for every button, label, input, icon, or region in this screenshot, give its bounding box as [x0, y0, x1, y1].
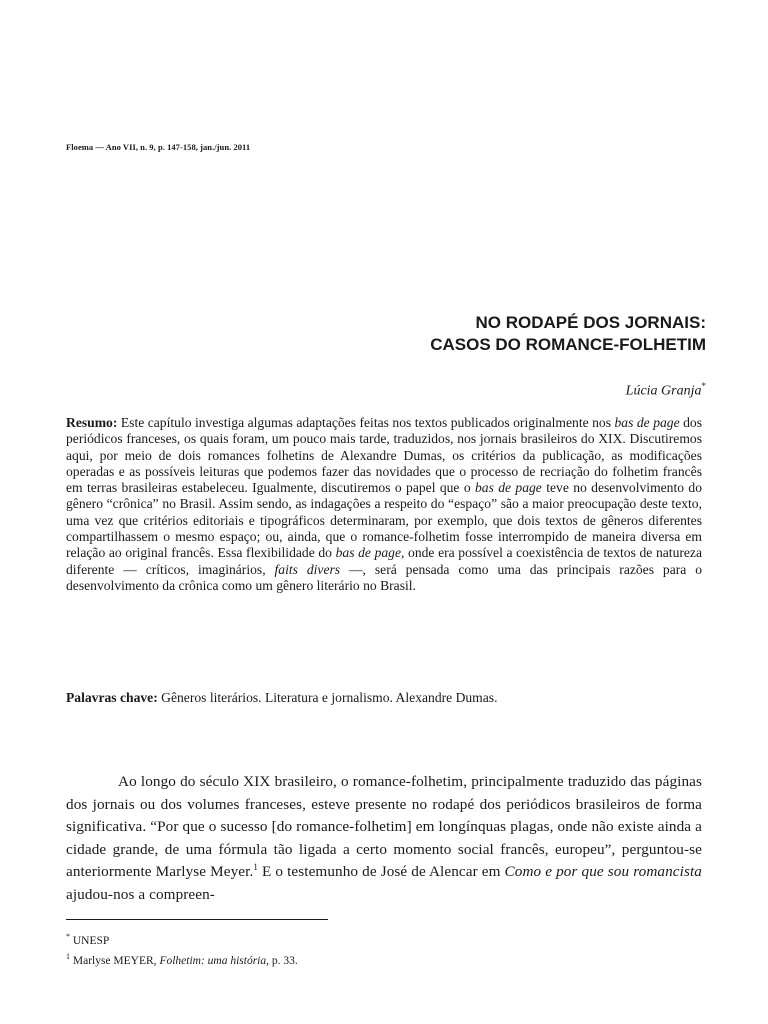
abstract-text-3: teve no desenvolvimento do gênero “crônica” no Brasil. Assim sendo, as indagações a respeito do “espaço” são a maior preocupação deste texto, uma vez que critérios editoriais e tipográficos determinaram, por exemplo, que dois textos de gêneros diferentes compartilhassem o mesmo espaço; ou, ainda, que o romance-folhetim fosse interrompido de maneira diversa em relação ao original francês. Essa flexibilidade do — [66, 480, 703, 561]
footnote-text: Marlyse MEYER, — [70, 954, 160, 967]
abstract-emphasis-3: bas de page — [335, 545, 401, 561]
footnote-divider — [66, 919, 328, 920]
keywords-label: Palavras chave: — [66, 690, 158, 705]
author-footnote-marker: * — [701, 381, 706, 391]
footnote-marker: * — [66, 932, 70, 941]
footnote-text: UNESP — [70, 934, 110, 947]
footnote-item — [66, 949, 298, 969]
abstract-text-4: , onde era possível a coexistência de textos de natureza diferente — críticos, imaginários, — [66, 545, 702, 577]
abstract-text-5: —, será pensada como uma das principais razões para o desenvolvimento da crônica como um gênero literário no Brasil. — [66, 561, 702, 593]
abstract — [66, 415, 702, 594]
keywords — [66, 690, 702, 706]
footnote-emphasis: Folhetim: uma história — [159, 954, 267, 967]
body-text-2: E o testemunho de José de Alencar em — [257, 863, 505, 881]
abstract-label: Resumo: — [66, 415, 118, 430]
journal-header: Floema — Ano VII, n. 9, p. 147-158, jan./jun. 2011 — [66, 142, 251, 152]
footnote-item — [66, 929, 298, 949]
keywords-text: Gêneros literários. Literatura e jornalismo. Alexandre Dumas. — [157, 690, 498, 705]
title-line-1: NO RODAPÉ DOS JORNAIS: — [475, 313, 706, 332]
footnote-ref-1[interactable]: 1 — [253, 862, 258, 873]
author-name — [626, 381, 706, 400]
body-text-1: Ao longo do século XIX brasileiro, o romance-folhetim, principalmente traduzido das páginas dos jornais ou dos volumes franceses, esteve presente no rodapé dos periódicos brasileiros de forma significativa. “Por que o sucesso [do romance-folhetim] em longínquas plagas, onde não existe ainda a cidade grande, de uma fórmula tão ligada a certo momento social francês, europeu”, perguntou-se anteriormente Marlyse Meyer. — [66, 773, 702, 881]
footnote-marker: 1 — [66, 951, 70, 961]
body-text-3: ajudou-nos a compreen- — [66, 885, 215, 903]
title-line-2: CASOS DO ROMANCE-FOLHETIM — [430, 335, 706, 354]
abstract-emphasis-2: bas de page — [474, 480, 542, 496]
body-emphasis-title: Como e por que sou romancista — [504, 863, 702, 881]
footnote-text: , p. 33. — [266, 954, 298, 967]
footnotes — [66, 929, 298, 969]
abstract-text-1: Este capítulo investiga algumas adaptações feitas nos textos publicados originalmente nos — [117, 415, 615, 430]
author-name-text: Lúcia Granja — [625, 383, 702, 399]
abstract-emphasis-1: bas de page — [614, 415, 680, 430]
body-paragraph — [66, 771, 702, 907]
article-title — [430, 312, 706, 356]
abstract-text-2: dos periódicos franceses, os quais foram, um pouco mais tarde, traduzidos, nos jornais brasileiros do XIX. Discutiremos aqui, por meio de dois romances folhetins de Alexandre Dumas, os critérios da publicação, as modificações operadas e as possíveis leituras que podemos fazer das novidades que o processo de recriação do folhetim francês em terras brasileiras estabeleceu. Igualmente, discutiremos o papel que o — [66, 415, 702, 496]
abstract-emphasis-4: faits divers — [274, 561, 341, 577]
